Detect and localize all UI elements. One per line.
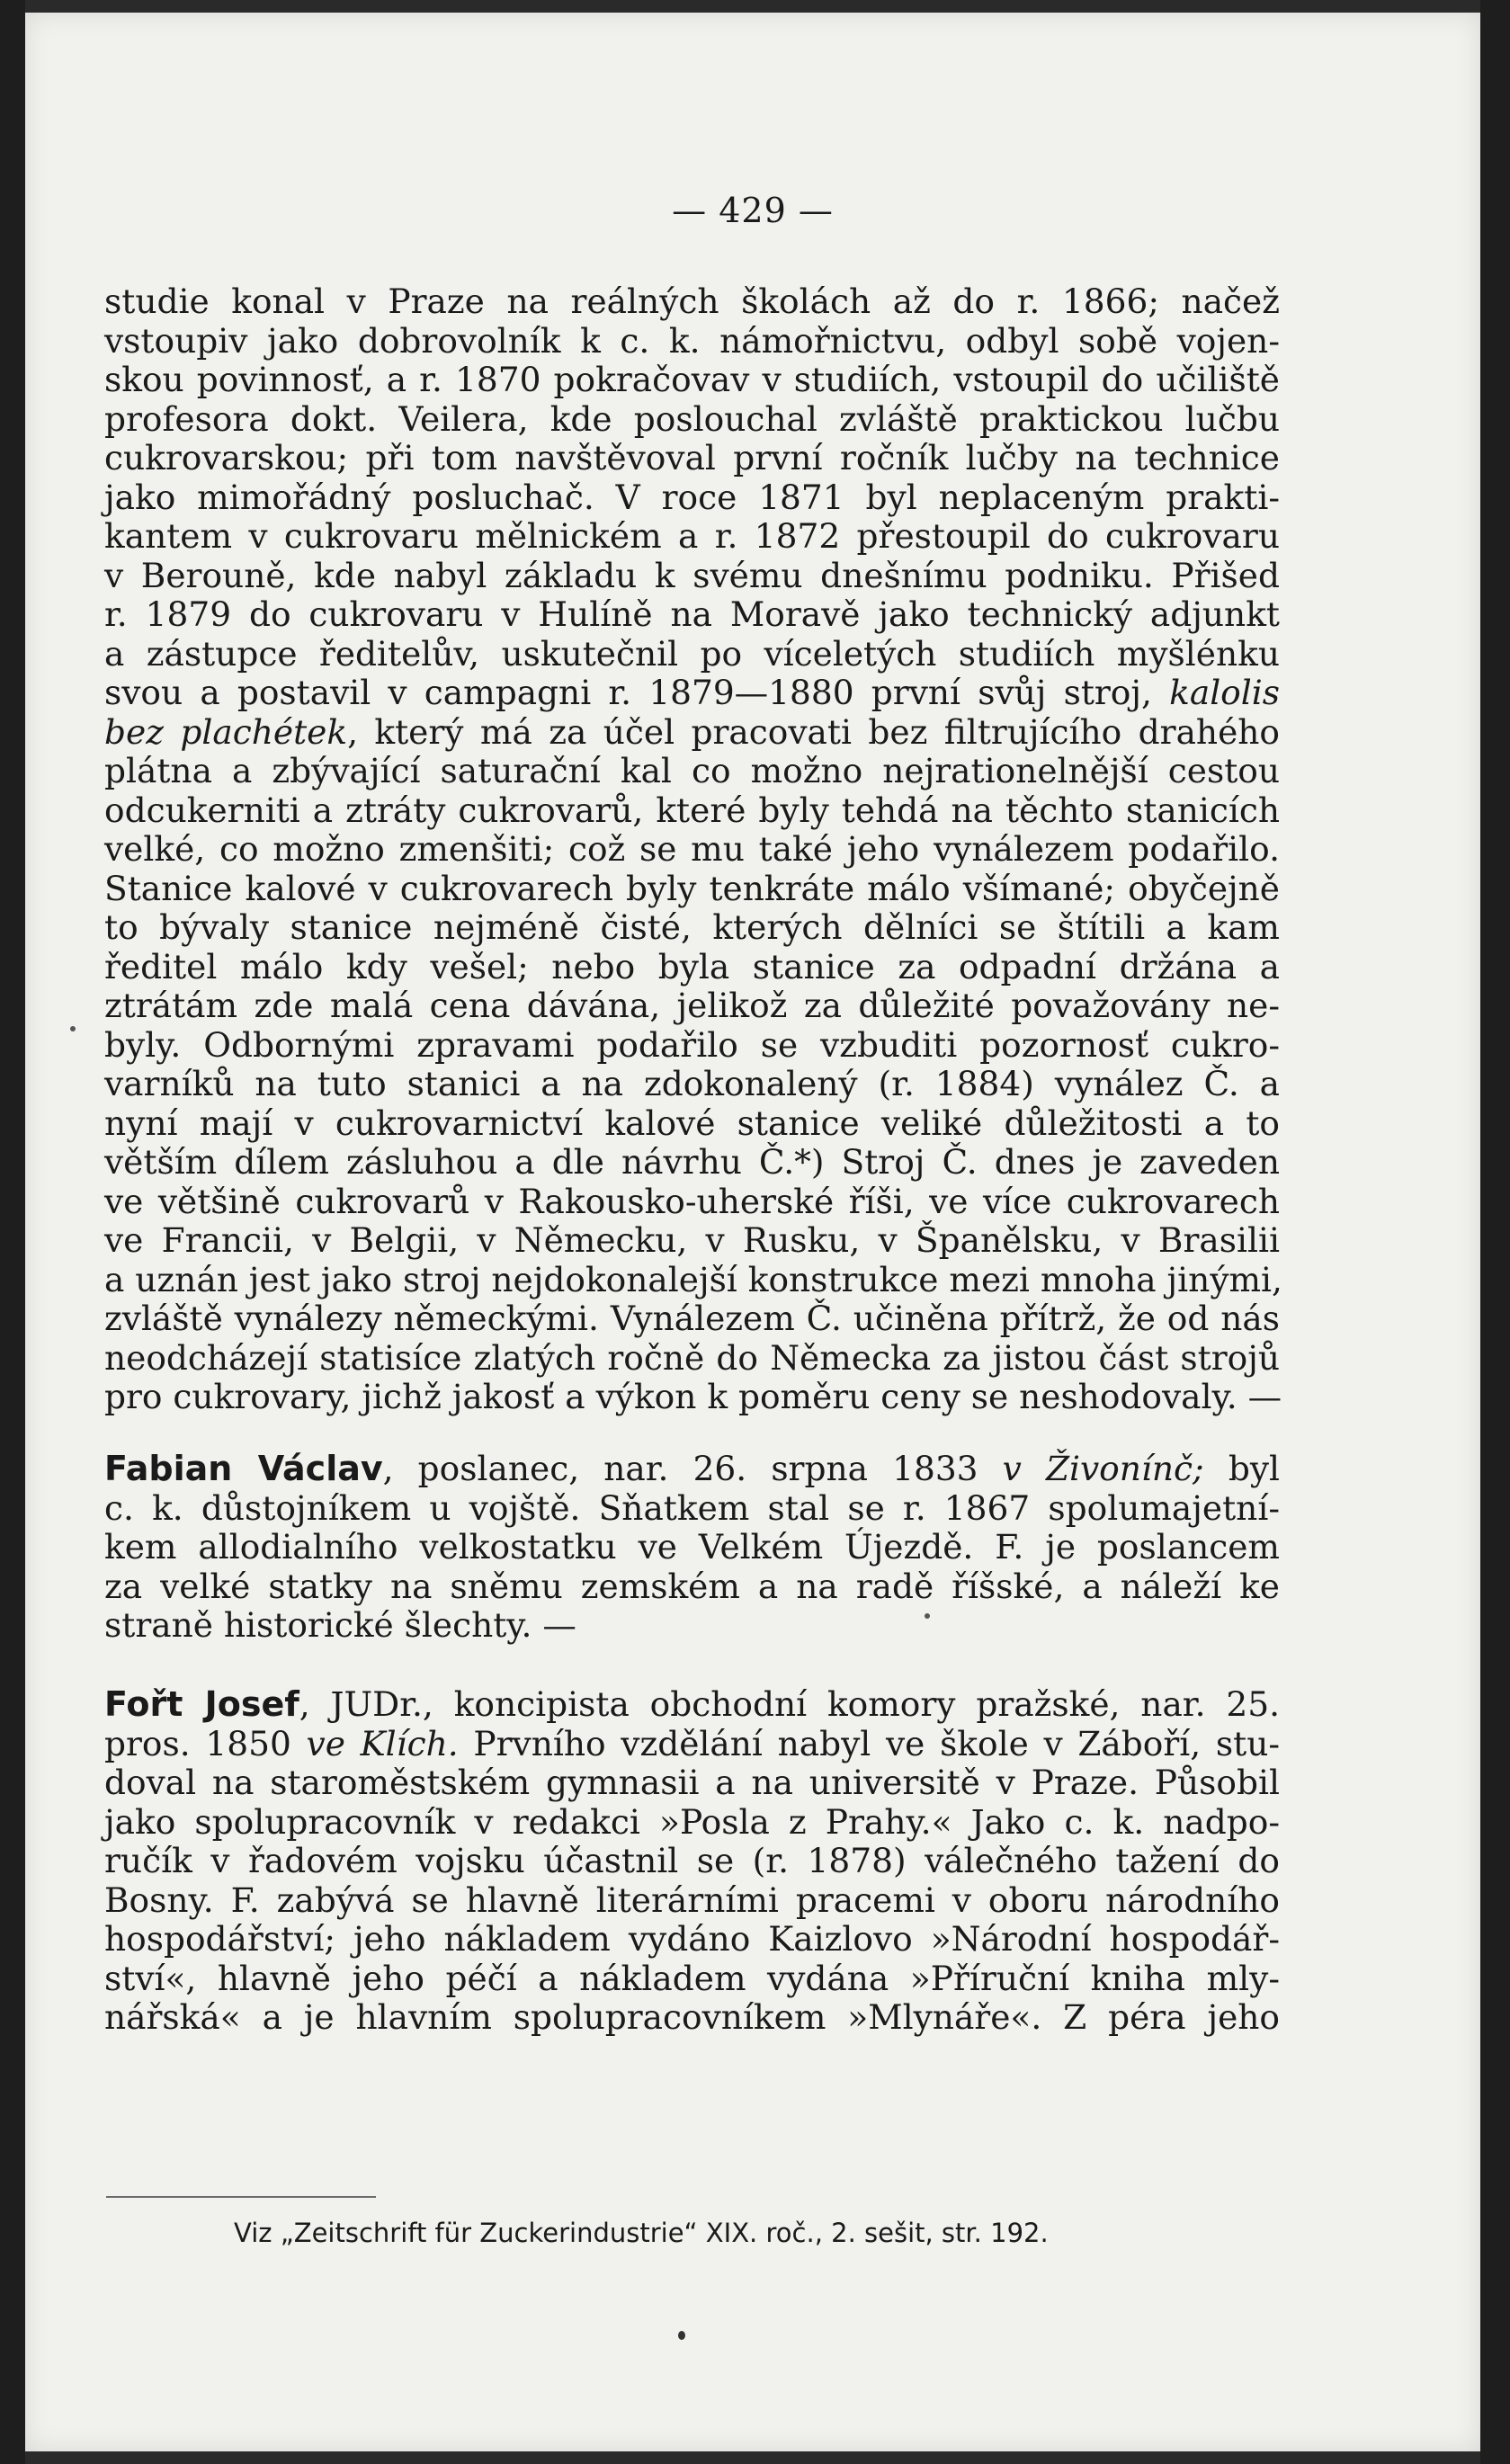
paragraph-line: varníků na tuto stanici a na zdokonalený (r. 1884) vynález Č. a [104,1064,1280,1103]
footnote-rule [106,2196,376,2198]
paragraph-line: a zástupce ředitelův, uskutečnil po víceletých studiích myšlénku [104,633,1280,674]
paragraph-line: kantem v cukrovaru mělnickém a r. 1872 přestoupil do cukrovaru [104,516,1280,556]
entry-fabian-line: za velké statky na sněmu zemském a na radě říšské, a náleží ke [104,1566,1280,1606]
scan-dot [70,1026,76,1031]
paragraph-line: ředitel málo kdy vešel; nebo byla stanice za odpadní držána a [104,946,1280,986]
paragraph-line: a uznán jest jako stroj nejdokonalejší konstrukce mezi mnoha jinými, [104,1259,1282,1299]
paragraph-line [104,674,1280,713]
paragraph-line: skou povinnosť, a r. 1870 pokračovav v studiích, vstoupil do učiliště [104,360,1280,399]
entry-name-fabian: Fabian Václav [104,1449,383,1488]
scan-edge-left [0,0,25,2464]
paragraph-line: ve Francii, v Belgii, v Německu, v Rusku, v Španělsku, v Brasilii [104,1220,1280,1260]
entry-fort-line2 [104,1725,1280,1764]
paragraph-line: velké, co možno zmenšiti; což se mu také jeho vynálezem podařilo. [104,829,1280,869]
scan-edge-right [1480,0,1510,2464]
paragraph-line: pro cukrovary, jichž jakosť a výkon k poměru ceny se neshodovaly. — [104,1377,1282,1416]
paragraph-line: profesora dokt. Veilera, kde poslouchal zvláště praktickou lučbu [104,398,1280,439]
paragraph-main [104,282,1280,1417]
paragraph-line: r. 1879 do cukrovaru v Hulíně na Moravě jako technický adjunkt [104,594,1280,634]
entry-name-fort: Fořt Josef [104,1684,299,1724]
entry-fabian-line1 [104,1450,1280,1489]
entry-fabian-line: kem allodialního velkostatku ve Velkém Újezdě. F. je poslancem [104,1527,1280,1567]
paragraph-line: větším dílem zásluhou a dle návrhu Č.*) Stroj Č. dnes je zaveden [104,1142,1280,1182]
paragraph-line: to bývaly stanice nejméně čisté, kterých dělníci se štítili a kam [104,907,1280,947]
paragraph-line: jako mimořádný posluchač. V roce 1871 byl neplaceným prakti- [104,477,1280,517]
entry-fabian-place: v Živonínč; [1002,1449,1204,1488]
paragraph-line [104,713,1280,753]
paragraph-line: Stanice kalové v cukrovarech byly tenkráte málo všímané; obyčejně [104,868,1280,908]
paragraph-line: nyní mají v cukrovarnictví kalové stanice veliké důležitosti a to [104,1103,1280,1143]
paragraph-line-text: , který má za účel pracovati bez filtrujícího drahého [347,711,1280,752]
entry-fabian-text-end: byl [1228,1449,1280,1488]
scan-dot [925,1613,930,1619]
italic-term-kalolis: kalolis [1169,673,1280,712]
scan-speck [678,2331,685,2340]
paragraph-line: byly. Odbornými zpravami podařilo se vzbuditi pozornosť cukro- [104,1024,1280,1065]
paragraph-line-text: svou a postavil v campagni r. 1879—1880 první svůj stroj, [104,673,1152,712]
footnote: Viz „Zeitschrift für Zuckerindustrie“ XIX. roč., 2. sešit, str. 192. [234,2218,1049,2248]
entry-fort-line: jako spolupracovník v redakci »Posla z Prahy.« Jako c. k. nadpo- [104,1801,1280,1842]
paragraph-line: ve většině cukrovarů v Rakousko-uherské říši, ve více cukrovarech [104,1181,1280,1221]
entry-fabian-line: straně historické šlechty. — [104,1605,576,1645]
paragraph-line: cukrovarskou; při tom navštěvoval první ročník lučby na technice [104,438,1280,478]
entry-fort [104,1685,1280,2038]
entry-fort-line: Bosny. F. zabývá se hlavně literárními pracemi v oboru národního [104,1879,1280,1920]
entry-fort-date: pros. 1850 [104,1723,291,1763]
entry-fabian-text: , poslanec, nar. 26. srpna 1833 [382,1449,978,1488]
entry-fabian-line: c. k. důstojníkem u vojště. Sňatkem stal se r. 1867 spolumajetní- [104,1487,1280,1528]
entry-fort-line: ručík v řadovém vojsku účastnil se (r. 1878) válečného tažení do [104,1841,1280,1880]
paragraph-line: v Berouně, kde nabyl základu k svému dnešnímu podniku. Přišed [104,555,1280,595]
italic-term-bez-plachetek: bez plachétek [104,711,348,752]
entry-fabian [104,1450,1280,1646]
paragraph-line: neodcházejí statisíce zlatých ročně do Německa za jistou část strojů [104,1337,1280,1378]
paragraph-line: vstoupiv jako dobrovolník k c. k. námořnictvu, odbyl sobě vojen- [104,320,1280,361]
entry-fort-line1 [104,1685,1280,1725]
entry-fort-text-end: Prvního vzdělání nabyl ve škole v Záboří, stu- [473,1723,1281,1763]
book-page [25,13,1480,2451]
entry-fort-line: doval na staroměstském gymnasii a na universitě v Praze. Působil [104,1763,1280,1802]
entry-fort-line: hospodářství; jeho nákladem vydáno Kaizlovo »Národní hospodář- [104,1919,1280,1959]
paragraph-line: zvláště vynálezy německými. Vynálezem Č. učiněna přítrž, že od nás [104,1299,1280,1338]
entry-fort-line: nářská« a je hlavním spolupracovníkem »Mlynáře«. Z péra jeho [104,1997,1280,2037]
entry-fort-line: ství«, hlavně jeho péčí a nákladem vydána »Příruční kniha mly- [104,1958,1280,1998]
paragraph-line: odcukerniti a ztráty cukrovarů, které byly tehdá na těchto stanicích [104,790,1280,830]
paragraph-line: plátna a zbývající saturační kal co možno nejrationelnější cestou [104,751,1280,790]
paragraph-line: studie konal v Praze na reálných školách až do r. 1866; načež [104,281,1280,321]
entry-fort-place: ve Klích. [306,1723,459,1763]
paragraph-line: ztrátám zde malá cena dávána, jelikož za důležité považovány ne- [104,986,1280,1025]
entry-fort-text: , JUDr., koncipista obchodní komory pražské, nar. 25. [299,1684,1280,1724]
page-number: — 429 — [672,191,834,230]
